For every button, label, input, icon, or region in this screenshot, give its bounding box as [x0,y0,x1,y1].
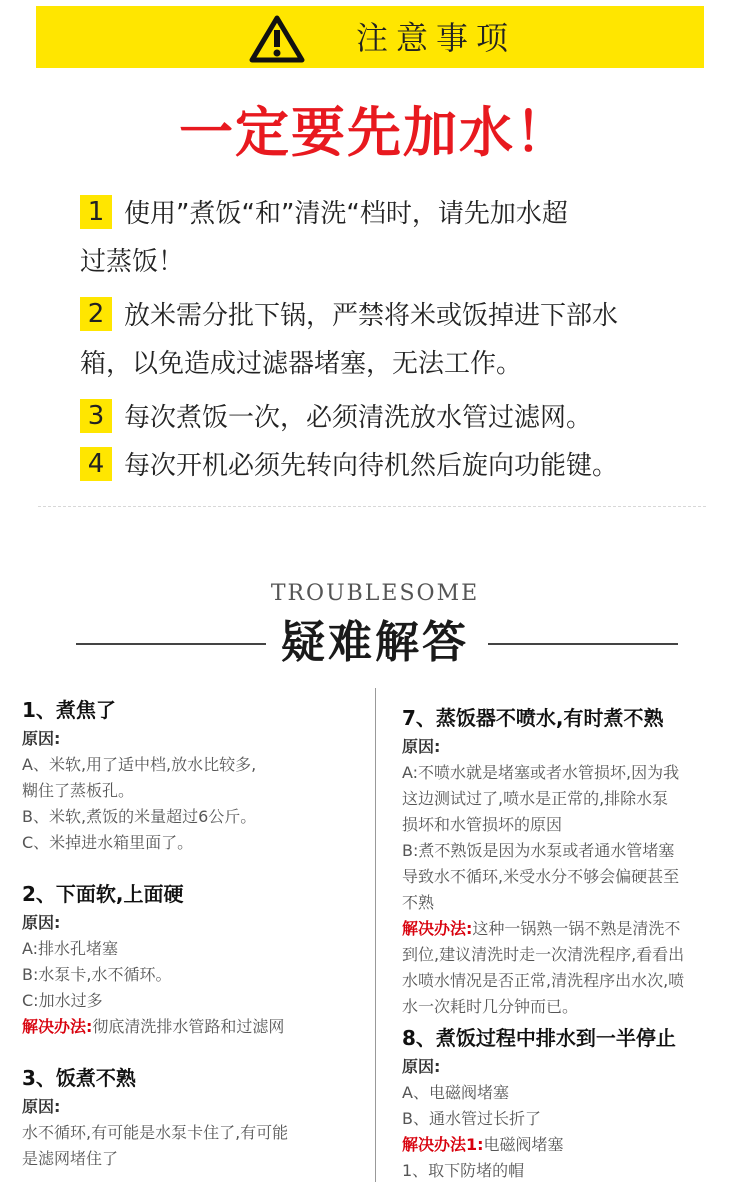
solution-label: 解决办法1: [402,1135,484,1154]
solution-text: 1、取下防堵的帽 [402,1161,525,1180]
cause-label: 原因: [22,1097,61,1116]
solution-text: 彻底清洗排水管路和过滤网 [92,1017,285,1036]
cause-line: 这边测试过了,喷水是正常的,排除水泵 [402,789,669,808]
solution-line [22,1014,367,1040]
faq-left-column [22,694,367,1172]
faq-title-cn: 疑难解答 [281,617,469,668]
faq-question: 8、煮饭过程中排水到一半停止 [402,1026,676,1050]
solution-text: 水喷水情况是否正常,清洗程序出水次,喷 [402,971,685,990]
note-text: 使用”煮饭“和”清洗“档时，请先加水超 [124,199,568,229]
faq-item [22,878,367,1040]
note-text: 放米需分批下锅，严禁将米或饭掉进下部水 [124,301,619,331]
cause-label: 原因: [402,737,441,756]
solution-text: 到位,建议清洗时走一次清洗程序,看看出 [402,945,685,964]
note-number: 2 [80,297,112,331]
title-rule-left [76,643,266,645]
note-text: 箱，以免造成过滤器堵塞，无法工作。 [80,349,523,379]
cause-label: 原因: [402,1057,441,1076]
cause-line: 是滤网堵住了 [22,1149,119,1168]
cause-line: A:排水孔堵塞 [22,939,119,958]
notes-list [80,190,690,490]
cause-line: A、米软,用了适中档,放水比较多, [22,755,257,774]
solution-label: 解决办法: [402,919,473,938]
headline-warning: 一定要先加水！ [179,101,571,164]
faq-question: 1、煮焦了 [22,698,116,722]
faq-item [402,702,744,1020]
cause-line: 不熟 [402,893,435,912]
cause-line: B:水泵卡,水不循环。 [22,965,172,984]
cause-line: C:加水过多 [22,991,103,1010]
warning-triangle-icon [249,15,305,63]
solution-line [402,1132,744,1158]
note-text: 过蒸饭！ [80,247,185,277]
faq-item [22,694,367,856]
cause-label: 原因: [22,729,61,748]
title-rule-right [488,643,678,645]
faq-question: 2、下面软,上面硬 [22,882,184,906]
banner-title: 注意事项 [356,19,517,57]
note-number: 4 [80,447,112,481]
solution-text: 电磁阀堵塞 [483,1135,564,1154]
note-item [80,190,690,286]
section-divider [38,506,706,507]
note-text: 每次煮饭一次，必须清洗放水管过滤网。 [124,403,593,433]
solution-text: 水一次耗时几分钟而已。 [402,997,579,1016]
note-item [80,394,690,442]
note-number: 1 [80,195,112,229]
cause-line: 导致水不循环,米受水分不够会偏硬甚至 [402,867,680,886]
note-number: 3 [80,399,112,433]
cause-line: 损坏和水管损坏的原因 [402,815,563,834]
note-item [80,292,690,388]
cause-line: B、通水管过长折了 [402,1109,541,1128]
solution-label: 解决办法: [22,1017,93,1036]
note-text: 每次开机必须先转向待机然后旋向功能键。 [124,451,619,481]
cause-line: B:煮不熟饭是因为水泵或者通水管堵塞 [402,841,675,860]
note-item [80,442,690,490]
column-divider [375,688,376,1182]
cause-line: B、米软,煮饭的米量超过6公斤。 [22,807,257,826]
cause-line: A、电磁阀堵塞 [402,1083,509,1102]
notice-banner [36,6,704,68]
faq-question: 7、蒸饭器不喷水,有时煮不熟 [402,706,664,730]
cause-line: 糊住了蒸板孔。 [22,781,135,800]
faq-title-en: TROUBLESOME [270,581,480,606]
solution-line [402,916,744,942]
cause-line: A:不喷水就是堵塞或者水管损坏,因为我 [402,763,680,782]
cause-line: C、米掉进水箱里面了。 [22,833,194,852]
faq-item [22,1062,367,1172]
faq-right-column [402,702,744,1184]
faq-item [402,1022,744,1184]
solution-text: 这种一锅熟一锅不熟是清洗不 [472,919,681,938]
cause-line: 水不循环,有可能是水泵卡住了,有可能 [22,1123,289,1142]
faq-question: 3、饭煮不熟 [22,1066,136,1090]
cause-label: 原因: [22,913,61,932]
